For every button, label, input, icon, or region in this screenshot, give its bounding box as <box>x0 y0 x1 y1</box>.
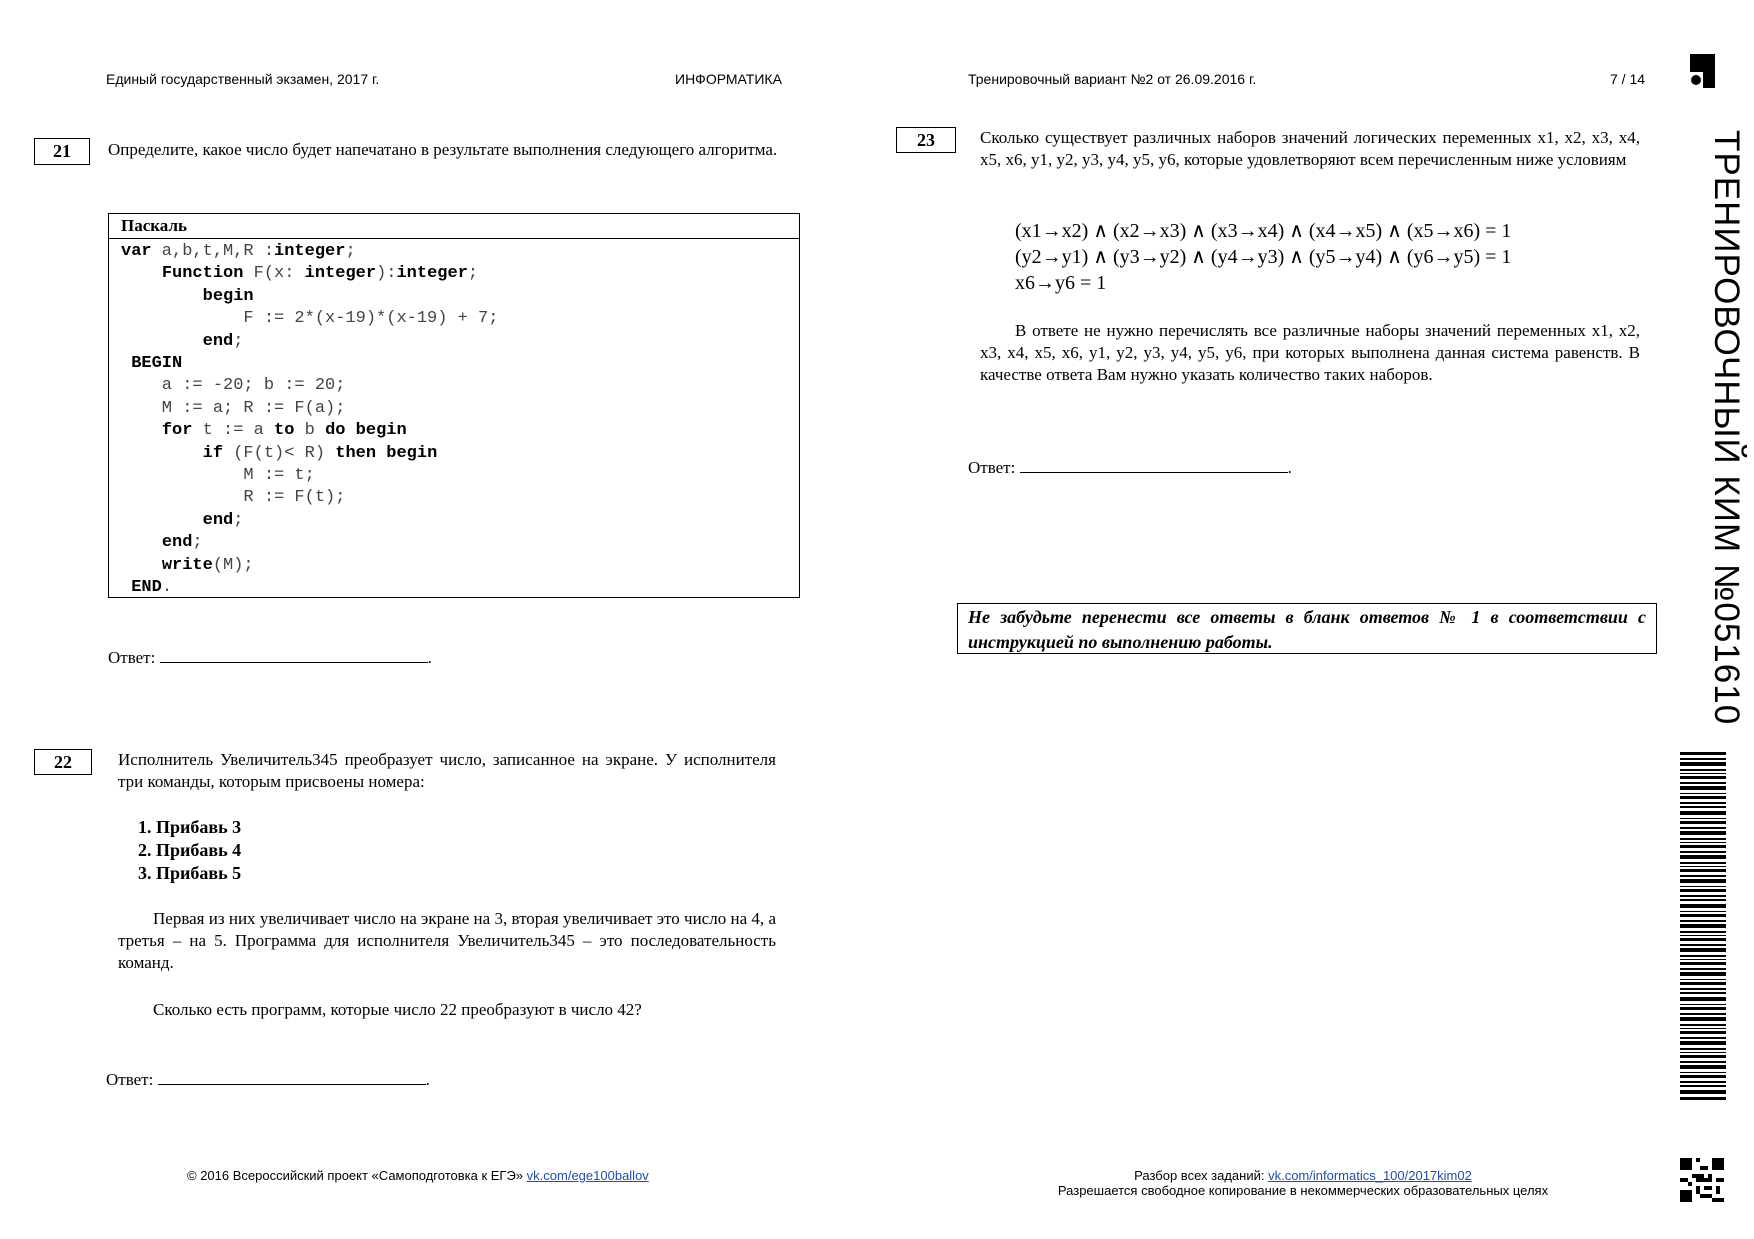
task-23-text: Сколько существует различных наборов значений логических переменных x1, x2, x3, x4, x5, x6, y1, y2, y3, y4, y5, y6, которые удовлетворяют всем перечисленным ниже условиям <box>980 128 1640 169</box>
footer-right: Разбор всех заданий: vk.com/informatics_100/2017kim02 Разрешается свободное копирование в некоммерческих образовательных целях <box>1028 1168 1578 1198</box>
task-22-number: 22 <box>34 749 92 775</box>
reminder-box: Не забудьте перенести все ответы в бланк ответов № 1 в соответствии с инструкцией по выполнению работы. <box>957 603 1657 654</box>
command-2: 2. Прибавь 4 <box>138 840 242 860</box>
header-subject: ИНФОРМАТИКА <box>675 71 782 87</box>
header-page-number: 7 / 14 <box>1610 71 1646 87</box>
task-21-answer: Ответ: . <box>108 648 432 667</box>
formula-2: (y2→y1) ∧ (y3→y2) ∧ (y4→y3) ∧ (y5→y4) ∧ (y6→y5) = 1 <box>1015 246 1512 268</box>
task-23-text-2: В ответе не нужно перечислять все различные наборы значений переменных x1, x2, x3, x4, x5, x6, y1, y2, y3, y4, y5, y6, при которых выполнена данная система равенств. В качестве ответа Вам нужно указать количество таких наборов. <box>980 321 1640 384</box>
task-22-answer: Ответ: . <box>106 1070 430 1089</box>
footer-left-link[interactable]: vk.com/ege100ballov <box>526 1168 649 1183</box>
footer-left: © 2016 Всероссийский проект «Самоподготовка к ЕГЭ» vk.com/ege100ballov <box>187 1168 649 1183</box>
code-block <box>108 213 800 598</box>
task-23-answer-line[interactable] <box>1020 472 1288 473</box>
task-22-text-2: Первая из них увеличивает число на экране на 3, вторая увеличивает это число на 4, а третья – на 5. Программа для исполнителя Увеличитель345 – это последовательность команд. <box>118 909 776 972</box>
formula-1: (x1→x2) ∧ (x2→x3) ∧ (x3→x4) ∧ (x4→x5) ∧ (x5→x6) = 1 <box>1015 220 1512 242</box>
task-23-number: 23 <box>896 127 956 153</box>
task-22-answer-line[interactable] <box>158 1084 426 1085</box>
header-variant: Тренировочный вариант №2 от 26.09.2016 г. <box>968 71 1257 87</box>
header-exam-title: Единый государственный экзамен, 2017 г. <box>106 71 380 87</box>
code-language-label: Паскаль <box>109 214 799 239</box>
side-title: ТРЕНИРОВОЧНЫЙ КИМ №051610 <box>1707 130 1746 726</box>
pascal-code: var a,b,t,M,R :integer; Function F(x: integer):integer; begin F := 2*(x-19)*(x-19) + 7; end; BEGIN a := -20; b := 20; M := a; R := F(a); for t := a to b do begin if (F(t)< R) then begin M := t; R := F(t); end; end; write(M); END. <box>121 242 499 598</box>
formula-3: x6→y6 = 1 <box>1015 272 1107 294</box>
task-22-text: Исполнитель Увеличитель345 преобразует число, записанное на экране. У исполнителя три команды, которым присвоены номера: <box>118 750 776 791</box>
barcode <box>1680 752 1726 1102</box>
footer-right-link[interactable]: vk.com/informatics_100/2017kim02 <box>1268 1168 1472 1183</box>
footer-copyright-note: Разрешается свободное копирование в некоммерческих образовательных целях <box>1057 1183 1549 1198</box>
task-21-answer-line[interactable] <box>160 662 428 663</box>
qr-code <box>1680 1158 1724 1202</box>
command-3: 3. Прибавь 5 <box>138 863 242 883</box>
task-21-number: 21 <box>34 138 90 165</box>
qr-code-icon <box>1680 1158 1724 1202</box>
task-21-text: Определите, какое число будет напечатано в результате выполнения следующего алгоритма. <box>108 140 778 159</box>
task-22-question: Сколько есть программ, которые число 22 преобразуют в число 42? <box>153 1000 642 1019</box>
corner-mark-icon <box>1690 54 1715 88</box>
command-1: 1. Прибавь 3 <box>138 817 242 837</box>
task-23-formulas <box>1015 218 1511 296</box>
task-22-commands <box>138 816 241 885</box>
task-23-answer: Ответ: . <box>968 458 1292 477</box>
barcode-icon <box>1680 752 1726 1102</box>
